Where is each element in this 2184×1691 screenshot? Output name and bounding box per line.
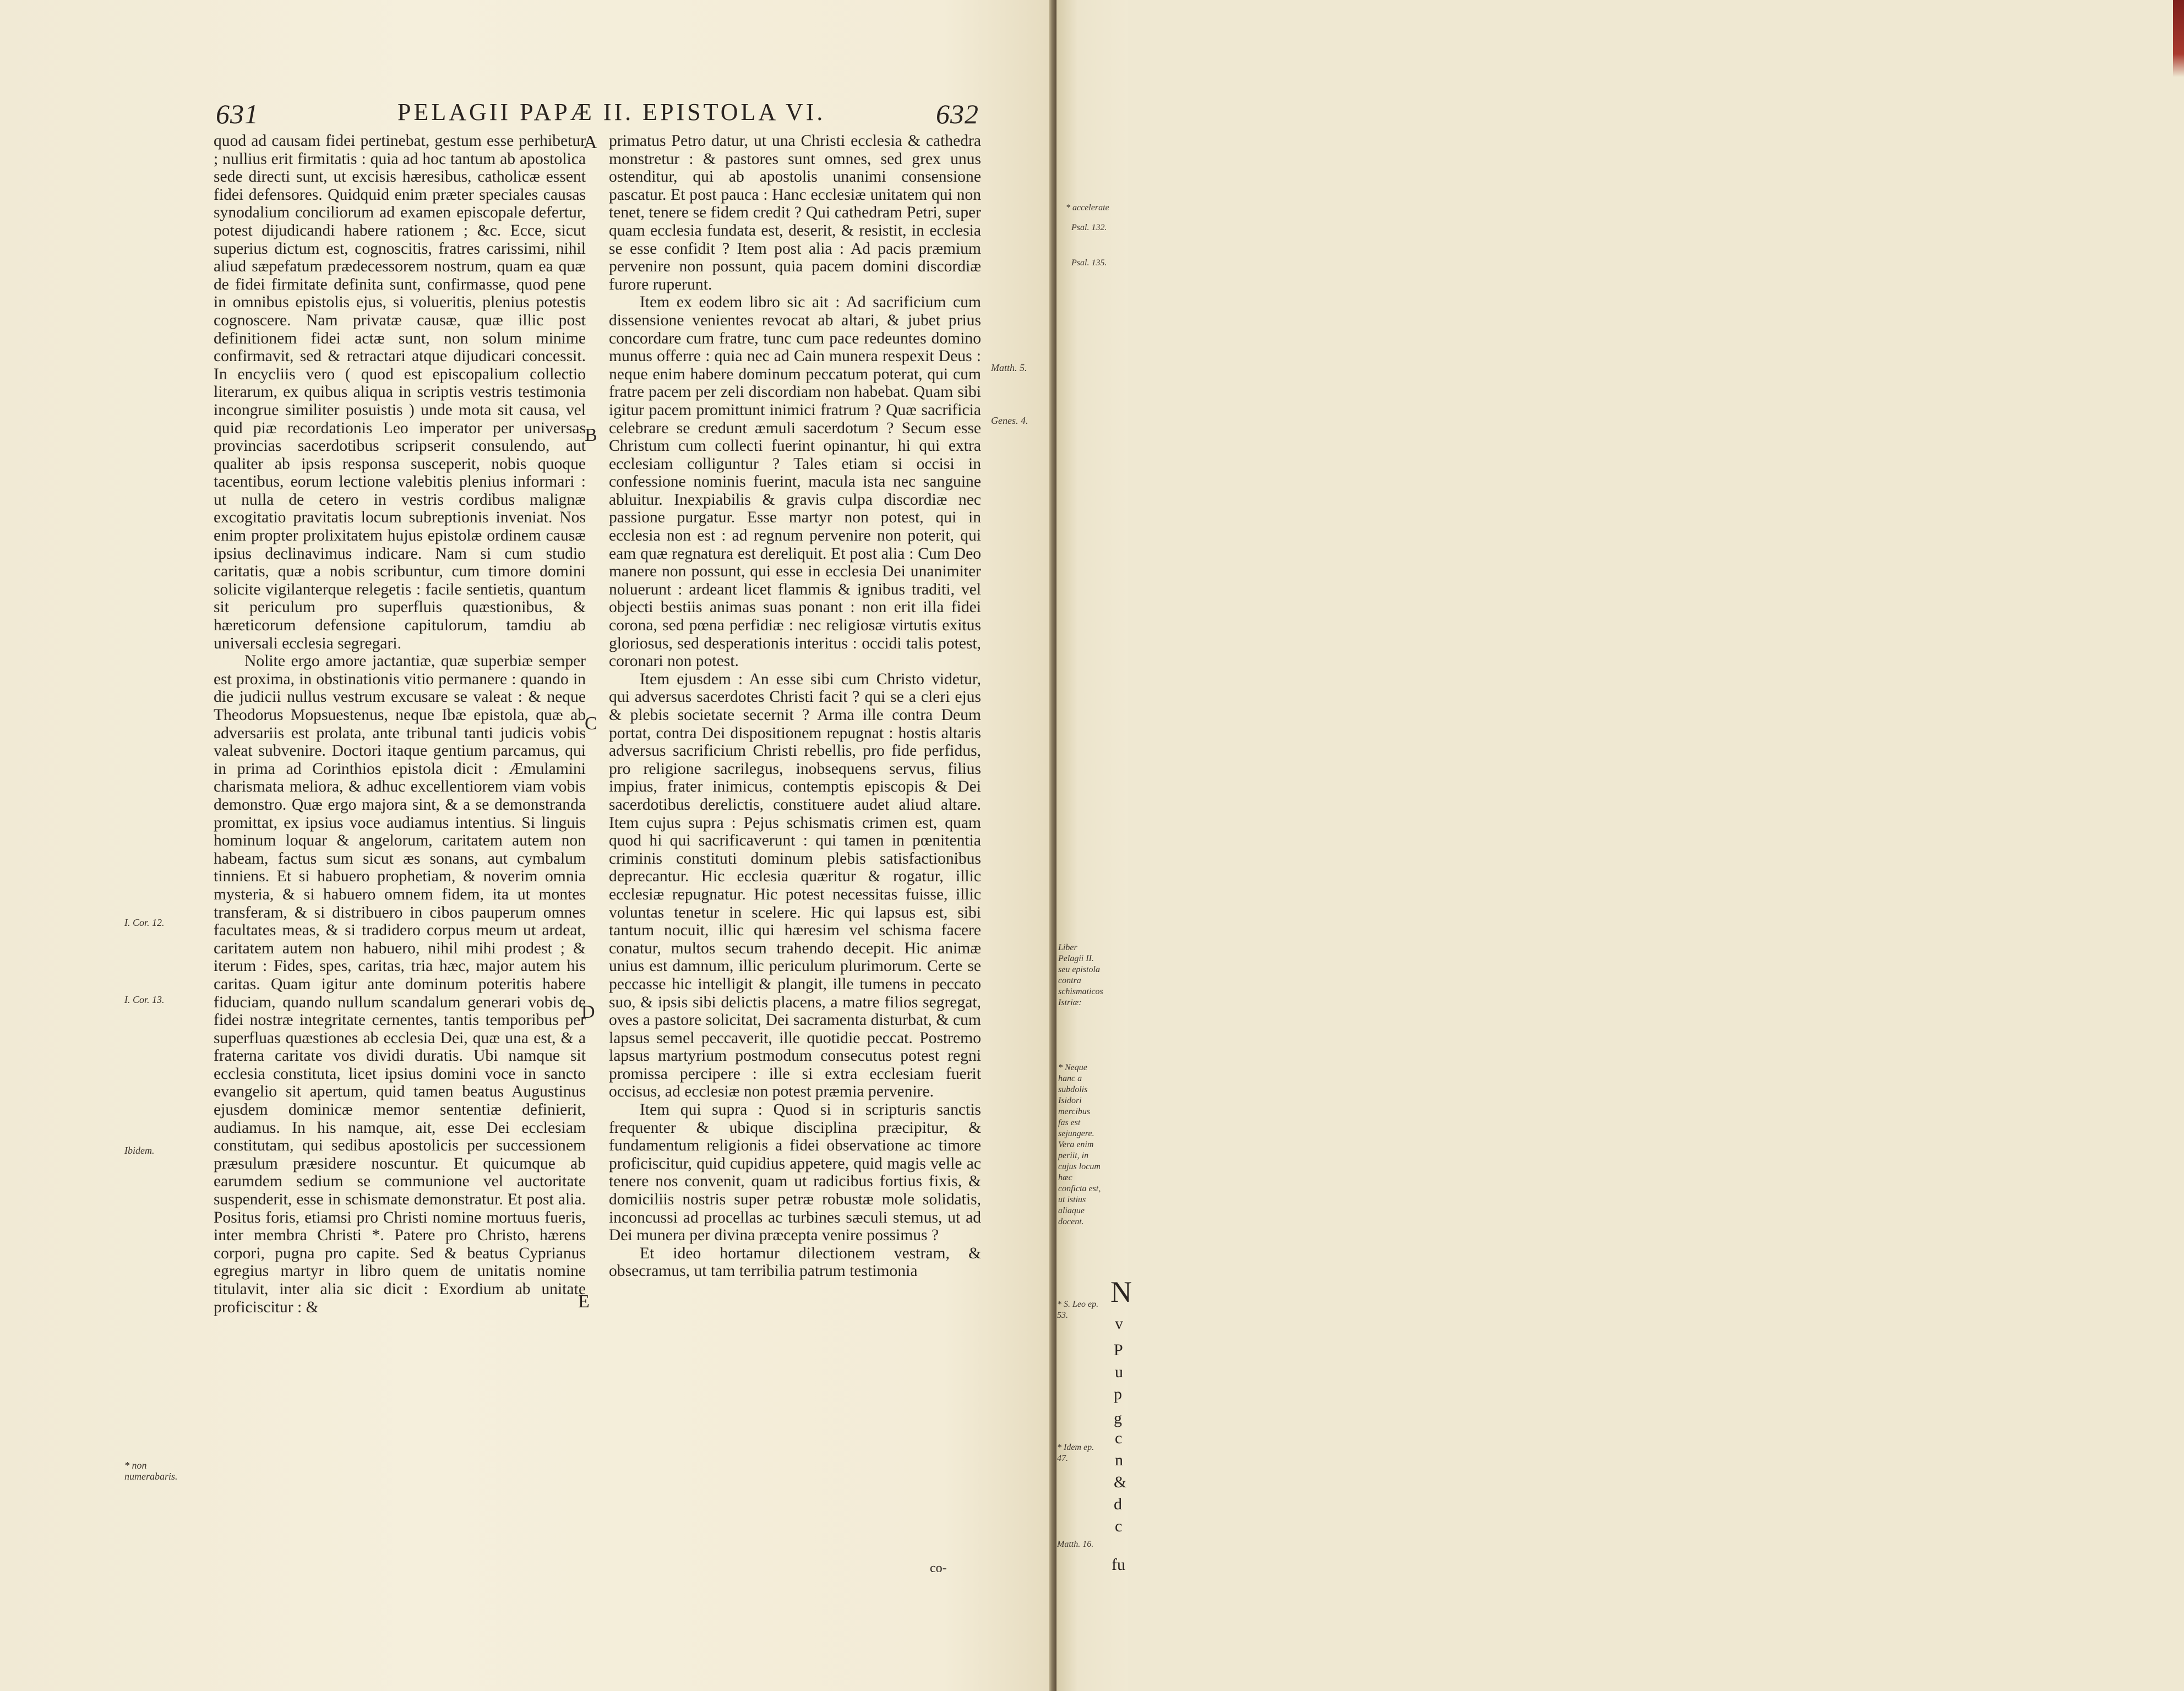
left-page-number: 631 <box>216 99 259 129</box>
margin-note: I. Cor. 12. <box>124 917 165 928</box>
next-page-note: Psal. 135. <box>1071 258 1107 268</box>
edge-letter: u <box>1115 1363 1123 1381</box>
paragraph: primatus Petro datur, ut una Christi ecclesia & cathedra monstretur : & pastores sunt omnes, sed grex unus ostenditur, qui ab apostolis unanimi consensione pascatur. Et post pauca : Hanc ecclesiæ unitatem qui non tenet, tenere se fidem credit ? Qui cathedram Petri, super quam ecclesia fundata est, deserit, & resistit, in ecclesia se esse confidit ? Item post alia : Ad pacis præmium pervenire non possunt, quia pacem domini discordiæ furore ruperunt. <box>609 132 981 293</box>
edge-letter: v <box>1115 1314 1123 1333</box>
margin-note: I. Cor. 13. <box>124 994 165 1005</box>
right-text-column <box>609 132 981 1574</box>
page-header <box>0 98 1049 131</box>
next-page-note: Liber Pelagii II. seu epistola contra schismaticos Istriæ: <box>1058 943 1103 1007</box>
edge-letter: c <box>1115 1429 1123 1447</box>
next-page-note: * Idem ep. 47. <box>1057 1443 1094 1463</box>
edge-letter: & <box>1114 1473 1127 1491</box>
next-page-note: Psal. 132. <box>1071 223 1107 232</box>
margin-note: Ibidem. <box>124 1145 155 1156</box>
right-page-number: 632 <box>936 99 979 129</box>
next-page-note: * Neque hanc a subdolis Isidori mercibus fas est sejungere. Vera enim periit, in cujus locum hæc conficta est, ut istius aliaque docent. <box>1058 1063 1101 1226</box>
catchword: co- <box>930 1561 947 1575</box>
margin-note: Matth. 5. <box>991 362 1027 373</box>
next-page-note: * accelerate <box>1066 203 1109 212</box>
edge-letter: d <box>1114 1495 1122 1513</box>
section-letter-d: D <box>581 1002 595 1022</box>
paragraph: Item ex eodem libro sic ait : Ad sacrificium cum dissensione venientes revocat ab altari, & jubet prius concordare cum fratre, tunc cum pace redeuntes domino munus offerre : quia nec ad Cain munera respexit Deus : neque enim habere dominum peccatum poterat, qui cum fratre pacem per zeli discordiam non habebat. Quam sibi igitur pacem promittunt inimici fratrum ? Quæ sacrificia celebrare se credunt æmuli sacerdotum ? Secum esse Christum cum collecti fuerint opinantur, hi qui extra ecclesiam colliguntur ? Tales etiam si occisi in confessione nominis fuerint, macula ista nec sanguine abluitur. Inexpiabilis & gravis culpa discordiæ nec passione purgatur. Esse martyr non potest, qui in ecclesia non est : ad regnum pervenire non poterit, qui eam quæ regnatura est dereliquit. Et post alia : Cum Deo manere non possunt, qui esse in ecclesia Dei unanimiter noluerunt : ardeant licet flammis & ignibus traditi, vel objecti bestiis animas suas ponant : non erit illa fidei corona, sed pœna perfidiæ : nec religiosæ virtutis exitus gloriosus, sed desperationis interitus : occidi talis potest, coronari non potest. <box>609 293 981 670</box>
book-page <box>0 0 1049 1691</box>
next-book-red-edge <box>2173 0 2184 77</box>
running-title: PELAGII PAPÆ II. EPISTOLA VI. <box>397 99 826 126</box>
next-page-note: * S. Leo ep. 53. <box>1057 1300 1099 1320</box>
edge-letter: c <box>1115 1517 1123 1535</box>
paragraph: Item qui supra : Quod si in scripturis sanctis frequenter & ubique disciplina præcipitur, & fundamentum religionis a fidei observatione ac timore proficiscitur, quid cupidius appetere, quid magis velle ac tenere nos convenit, quam ut radicibus fortius fixis, & domiciliis nostris super petræ robustæ mole solidatis, inconcussi ad procellas ac turbines sæculi stemus, ut ad Dei munera per divina præcepta venire possimus ? <box>609 1101 981 1245</box>
edge-letter: fu <box>1112 1556 1125 1574</box>
paragraph: Item ejusdem : An esse sibi cum Christo videtur, qui adversus sacerdotes Christi facit ? qui se a cleri ejus & plebis societate secernit ? Arma ille contra Deum portat, contra Dei dispositionem repugnat : hostis altaris adversus sacrificium Christi rebellis, pro fide perfidus, pro religione sacrilegus, inobsequens servus, filius impius, frater inimicus, contemptis episcopis & Dei sacerdotibus derelictis, constituere audet aliud altare. Item cujus supra : Pejus schismatis crimen est, quam quod hi qui sacrificaverunt : qui tamen in pœnitentia criminis constituti dominum plebis satisfactionibus deprecantur. Hic ecclesia quæritur & rogatur, illic ecclesiæ repugnatur. Hic potest necessitas fuisse, illic voluntas tenetur in scelere. Hic qui lapsus est, sibi tantum nocuit, illic qui hæresim vel schisma facere conatur, multos secum trahendo decepit. Hic animæ unius est damnum, illic periculum plurimorum. Certe se peccasse hic intelligit & plangit, ille tumens in peccato suo, & ipsis sibi delictis placens, a matre filios segregat, oves a pastore solicitat, Dei sacramenta disturbat, & cum lapsus semel peccaverit, ille quotidie peccat. Postremo lapsus martyrium postmodum consecutus potest regni promissa percipere : ille si extra ecclesiam fuerit occisus, ad ecclesiæ non potest præmia pervenire. <box>609 670 981 1101</box>
section-letter-a: A <box>584 132 597 152</box>
edge-letter: g <box>1114 1409 1122 1427</box>
edge-letter: p <box>1114 1385 1122 1403</box>
next-page-note: Matth. 16. <box>1057 1540 1094 1549</box>
margin-note: Genes. 4. <box>991 415 1028 426</box>
edge-letter: P <box>1114 1341 1123 1359</box>
edge-letter: N <box>1110 1275 1132 1308</box>
book-gutter <box>1049 0 1056 1691</box>
paragraph: quod ad causam fidei pertinebat, gestum esse perhibetur ; nullius erit firmitatis : quia ad hoc tantum ab apostolica sede directi sunt, ut excisis hæresibus, catholicæ essent fidei defensores. Quidquid enim præter speciales causas synodalium conciliorum ad examen episcopale defertur, potest dijudicandi habere rationem ; &c. Ecce, sicut superius dictum est, cognoscitis, fratres carissimi, nihil aliud sæpefatum prædecessorem nostrum, quam ea quæ de fidei firmitate definita sunt, confirmasse, quod pene in omnibus epistolis ejus, si volueritis, plenius potestis cognoscere. Nam privatæ causæ, quæ illic post definitionem fidei actæ sunt, non solum minime confirmavit, sed & retractari atque dijudicari concessit. In encycliis vero ( quod est episcopalium collectio literarum, ex quibus aliqua in scriptis vestris testimonia incongrue similiter posuistis ) unde mota sit causa, vel quid piæ recordationis Leo imperator per universas provincias sacerdotibus scripserit consulendo, aut qualiter ab ipsis responsa susceperit, nobis quoque tacentibus, eorum lectione valebitis plenius informari : ut nulla de cetero in vestris cordibus malignæ excogitatio pravitatis locum subreptionis inveniat. Nos enim propter prolixitatem hujus epistolæ ordinem causæ ipsius declinavimus indicare. Nam si cum studio caritatis, quæ a nobis scribuntur, cum timore domini solicite vigilanterque relegetis : facile sentietis, quantum sit periculum pro superfluis quæstionibus, & hæreticorum defensione capitulorum, tamdiu ab universali ecclesia segregari. <box>214 132 586 652</box>
left-text-column <box>214 132 586 1574</box>
section-letter-e: E <box>578 1291 590 1312</box>
edge-letter: n <box>1115 1451 1123 1469</box>
paragraph: Et ideo hortamur dilectionem vestram, & obsecramus, ut tam terribilia patrum testimonia <box>609 1244 981 1280</box>
adjacent-page-edge <box>1056 0 1132 1691</box>
paragraph: Nolite ergo amore jactantiæ, quæ superbiæ semper est proxima, in obstinationis vitio permanere : quando in die judicii nullus vestrum excusare se valeat : & neque Theodorus Mopsuestenus, neque Ibæ epistola, quæ ab adversariis est prolata, ante tribunal tanti judicis vobis valeat subvenire. Doctori itaque gentium parcamus, qui in prima ad Corinthios epistola dicit : Æmulamini charismata meliora, & adhuc excellentiorem viam vobis demonstro. Quæ ergo majora sint, & a se demonstranda promittat, ex ipsius voce audiamus intentius. Si linguis hominum loquar & angelorum, caritatem autem non habeam, factus sum sicut æs sonans, aut cymbalum tinniens. Et si habuero prophetiam, & noverim omnia mysteria, & si habuero omnem fidem, ita ut montes transferam, & si distribuero in cibos pauperum omnes facultates meas, & si tradidero corpus meum ut ardeat, caritatem autem non habuero, nihil mihi prodest ; & iterum : Fides, spes, caritas, tria hæc, major autem his caritas. Quam igitur ante dominum poteritis habere fiduciam, quando nullum scandalum generari vobis de fidei nostræ integritate cernentes, tantis temporibus per superfluas quæstiones ab ecclesia Dei, quæ una est, & a fraterna caritate vos dividi duratis. Ubi namque sit ecclesia constituta, licet ipsius domini voce in sancto evangelio sit apertum, quid tamen beatus Augustinus ejusdem dominicæ memor sententiæ definierit, audiamus. In his namque, ait, esse Dei ecclesiam constitutam, qui sedibus apostolicis per successionem præsulum præsidere noscuntur. Et quicumque ab earumdem sedium se communione vel auctoritate suspenderit, esse in schismate demonstratur. Et post alia. Positus foris, etiamsi pro Christi nomine mortuus fueris, inter membra Christi *. Patere pro Christo, hærens corpori, pugna pro capite. Sed & beatus Cyprianus egregius martyr in libro quem de unitatis nomine titulavit, inter alia sic dicit : Exordium ab unitate proficiscitur : & <box>214 652 586 1316</box>
margin-note: * non numerabaris. <box>124 1460 178 1482</box>
section-letter-b: B <box>585 425 597 445</box>
section-letter-c: C <box>585 713 597 734</box>
